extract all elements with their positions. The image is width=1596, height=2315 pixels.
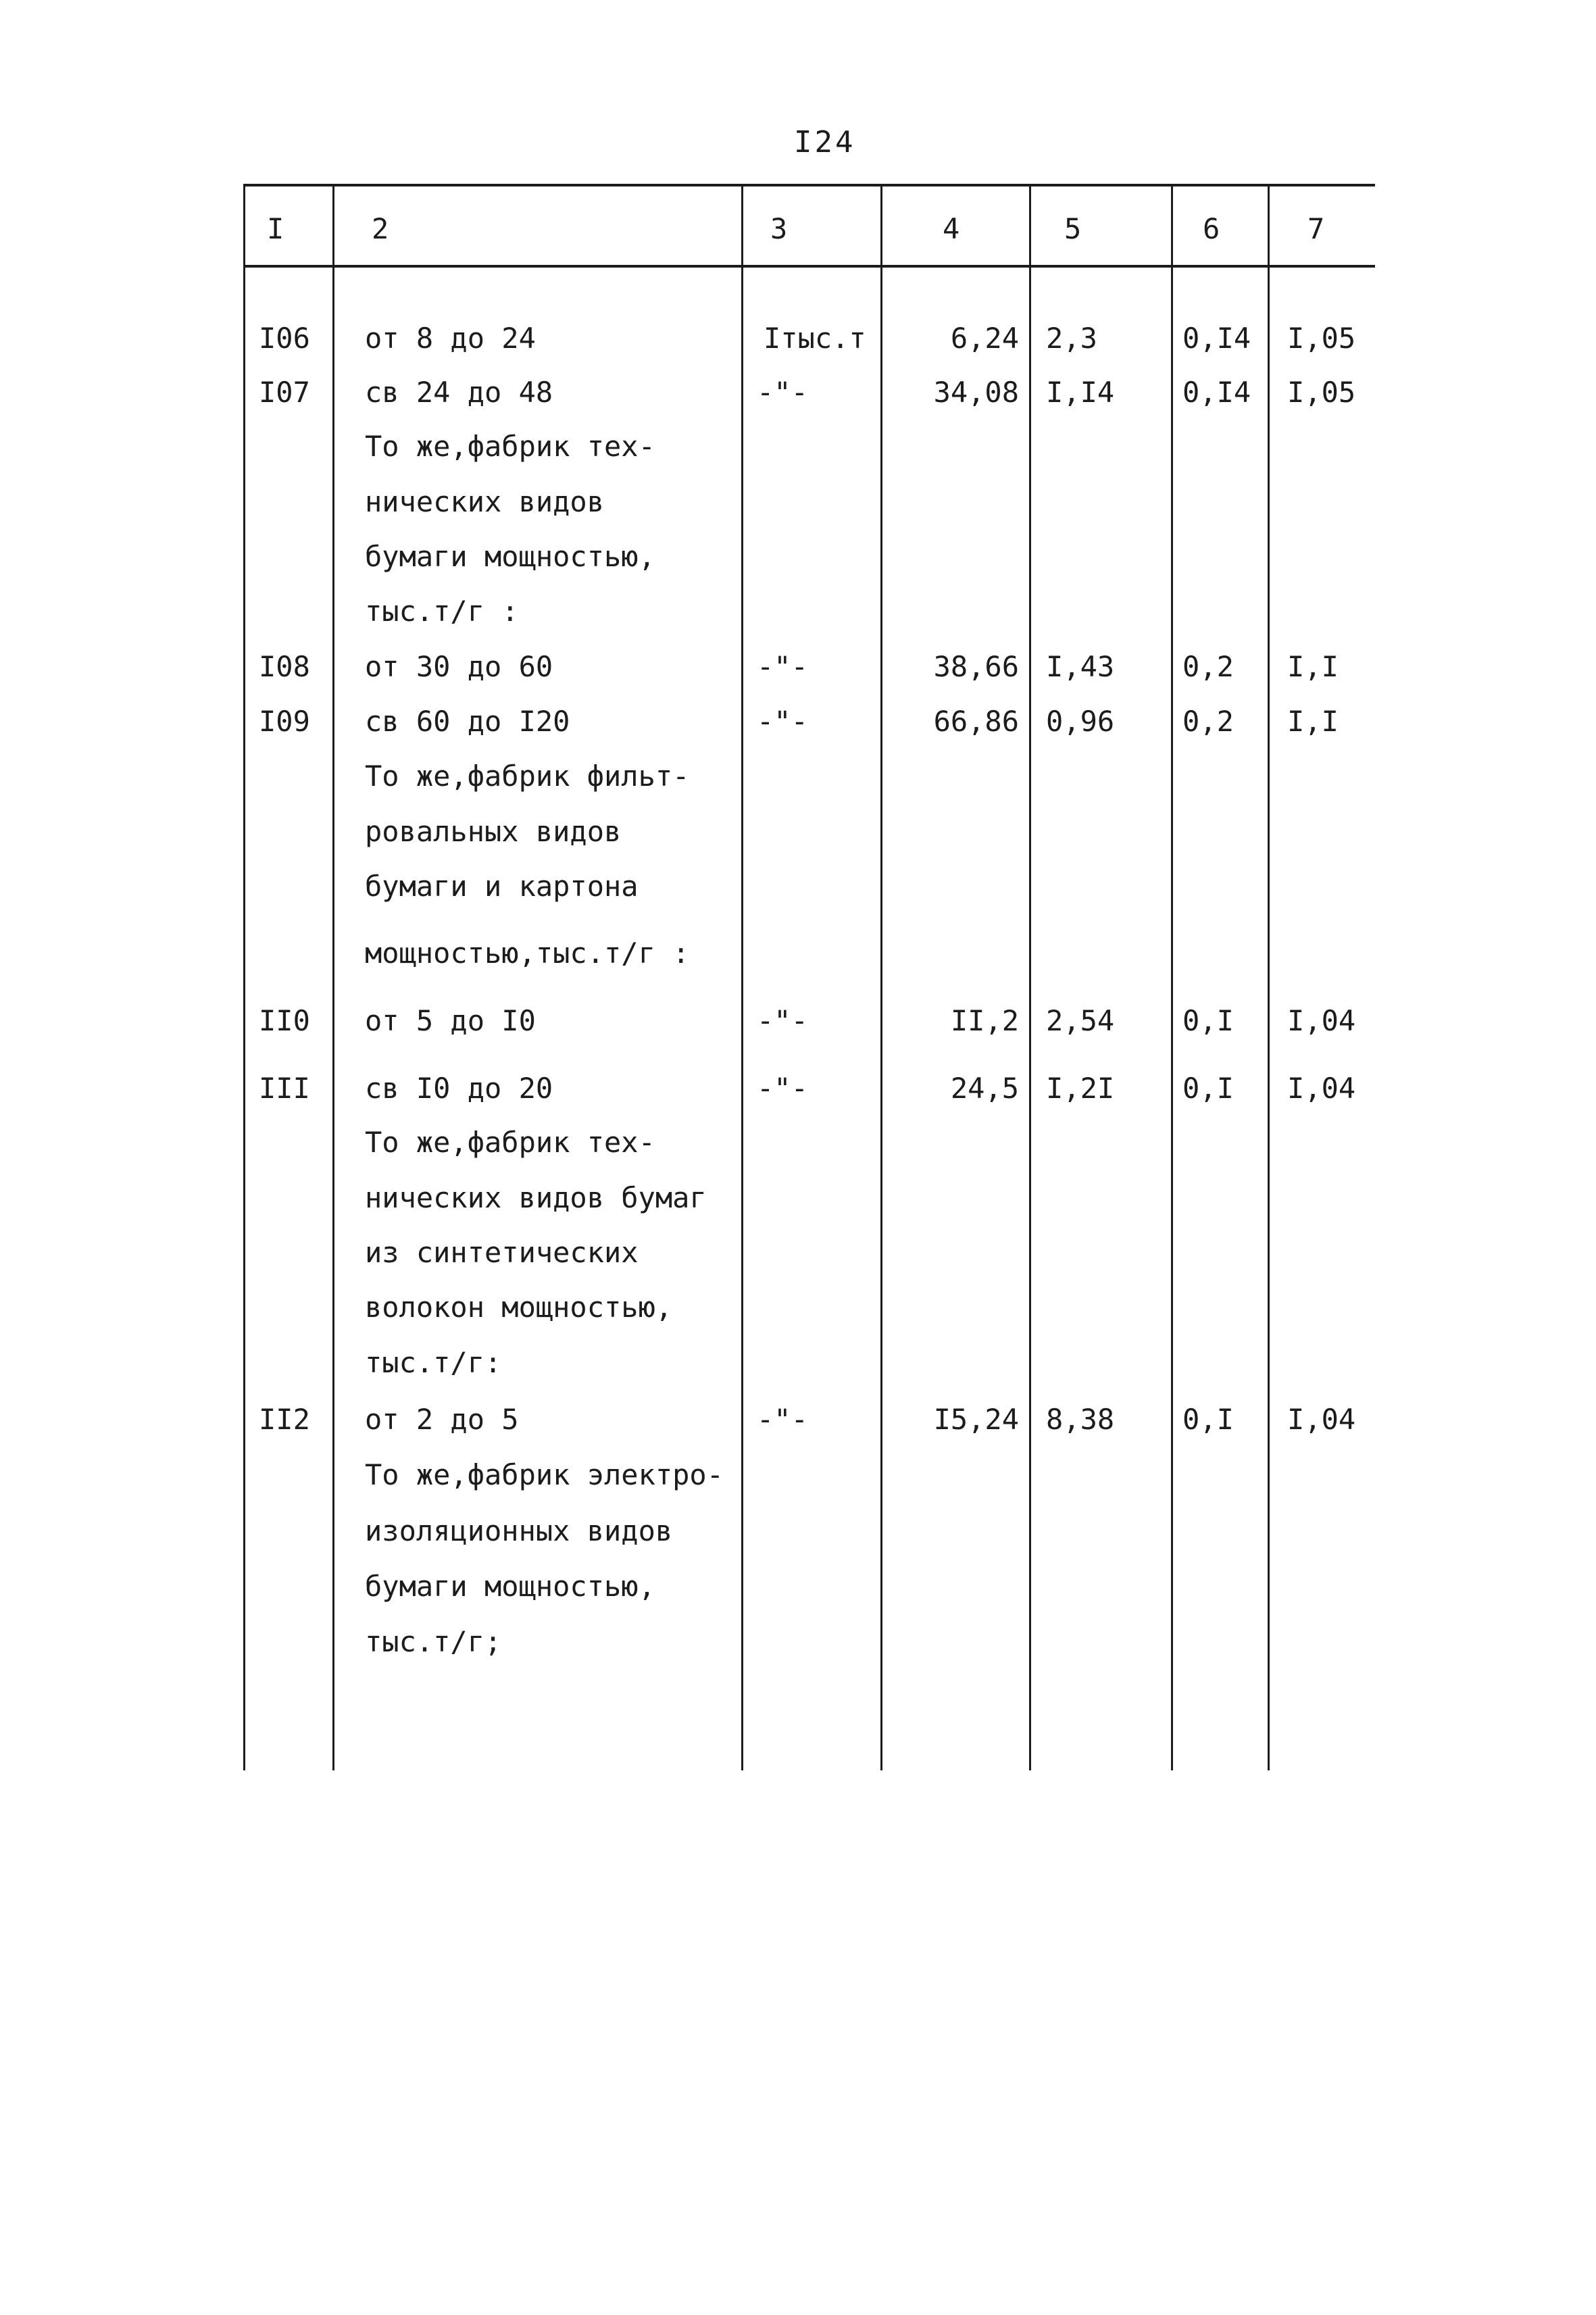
table-header-rule [243,265,1375,268]
row-value-col6: 0,I [1182,1072,1234,1105]
table-column-rule [1268,184,1270,1770]
row-value-col5: I,2I [1046,1072,1115,1105]
row-value-col6: 0,I [1182,1004,1234,1037]
row-value-col4: 6,24 [950,322,1019,355]
row-value-col4: I5,24 [933,1403,1019,1436]
row-value-col4: II,2 [950,1004,1019,1037]
row-value-col7: I,04 [1287,1403,1356,1436]
row-description: тыс.т/г; [365,1625,502,1658]
page-number: I24 [794,125,856,159]
row-description: То же,фабрик тех- [365,1126,655,1159]
table-column-rule [741,184,743,1770]
row-description: нических видов бумаг [365,1181,707,1214]
row-description: св 24 до 48 [365,376,553,409]
row-description: тыс.т/г: [365,1346,502,1379]
row-value-col6: 0,I4 [1182,322,1251,355]
row-description: тыс.т/г : [365,595,519,628]
row-value-col7: I,05 [1287,376,1356,409]
row-value-col7: I,I [1287,705,1339,738]
column-header: 5 [1064,212,1082,245]
table-column-rule [880,184,882,1770]
column-header: 7 [1307,212,1325,245]
row-value-col5: 8,38 [1046,1403,1115,1436]
row-unit: -"- [757,376,808,409]
row-value-col6: 0,I [1182,1403,1234,1436]
row-number: II2 [259,1403,310,1436]
table-column-rule [332,184,334,1770]
row-value-col5: 2,3 [1046,322,1097,355]
row-description: от 5 до I0 [365,1004,536,1037]
row-value-col7: I,04 [1287,1072,1356,1105]
row-number: I09 [259,705,310,738]
table-column-rule [243,184,245,1770]
row-number: III [259,1072,310,1105]
row-description: ровальных видов [365,815,622,848]
row-value-col4: 66,86 [933,705,1019,738]
row-description: из синтетических [365,1236,639,1269]
row-unit: -"- [757,705,808,738]
row-number: I07 [259,376,310,409]
row-value-col7: I,04 [1287,1004,1356,1037]
row-number: I08 [259,650,310,683]
row-unit: -"- [757,1403,808,1436]
row-value-col6: 0,2 [1182,705,1234,738]
table-column-rule [1171,184,1173,1770]
row-unit: -"- [757,1004,808,1037]
column-header: 2 [372,212,389,245]
row-value-col4: 34,08 [933,376,1019,409]
row-description: от 30 до 60 [365,650,553,683]
column-header: I [267,212,284,245]
row-value-col4: 38,66 [933,650,1019,683]
row-description: мощностью,тыс.т/г : [365,937,690,970]
column-header: 4 [943,212,960,245]
row-unit: -"- [757,1072,808,1105]
row-value-col6: 0,I4 [1182,376,1251,409]
row-description: бумаги и картона [365,870,639,903]
row-unit: Iтыс.т [764,322,866,355]
row-value-col7: I,I [1287,650,1339,683]
row-description: волокон мощностью, [365,1291,673,1324]
row-description: нических видов [365,485,605,518]
row-description: То же,фабрик тех- [365,430,655,463]
row-description: бумаги мощностью, [365,540,655,573]
row-description: св I0 до 20 [365,1072,553,1105]
row-number: II0 [259,1004,310,1037]
row-description: от 8 до 24 [365,322,536,355]
table-top-rule [243,184,1375,186]
row-number: I06 [259,322,310,355]
column-header: 3 [770,212,788,245]
row-value-col5: 0,96 [1046,705,1115,738]
row-description: изоляционных видов [365,1514,673,1547]
row-value-col5: I,43 [1046,650,1115,683]
row-description: от 2 до 5 [365,1403,519,1436]
row-value-col5: I,I4 [1046,376,1115,409]
row-value-col6: 0,2 [1182,650,1234,683]
row-description: св 60 до I20 [365,705,570,738]
column-header: 6 [1203,212,1220,245]
row-description: То же,фабрик фильт- [365,760,690,793]
row-value-col7: I,05 [1287,322,1356,355]
row-description: То же,фабрик электро- [365,1458,724,1491]
row-value-col4: 24,5 [950,1072,1019,1105]
table-column-rule [1029,184,1031,1770]
row-unit: -"- [757,650,808,683]
row-description: бумаги мощностью, [365,1570,655,1603]
row-value-col5: 2,54 [1046,1004,1115,1037]
